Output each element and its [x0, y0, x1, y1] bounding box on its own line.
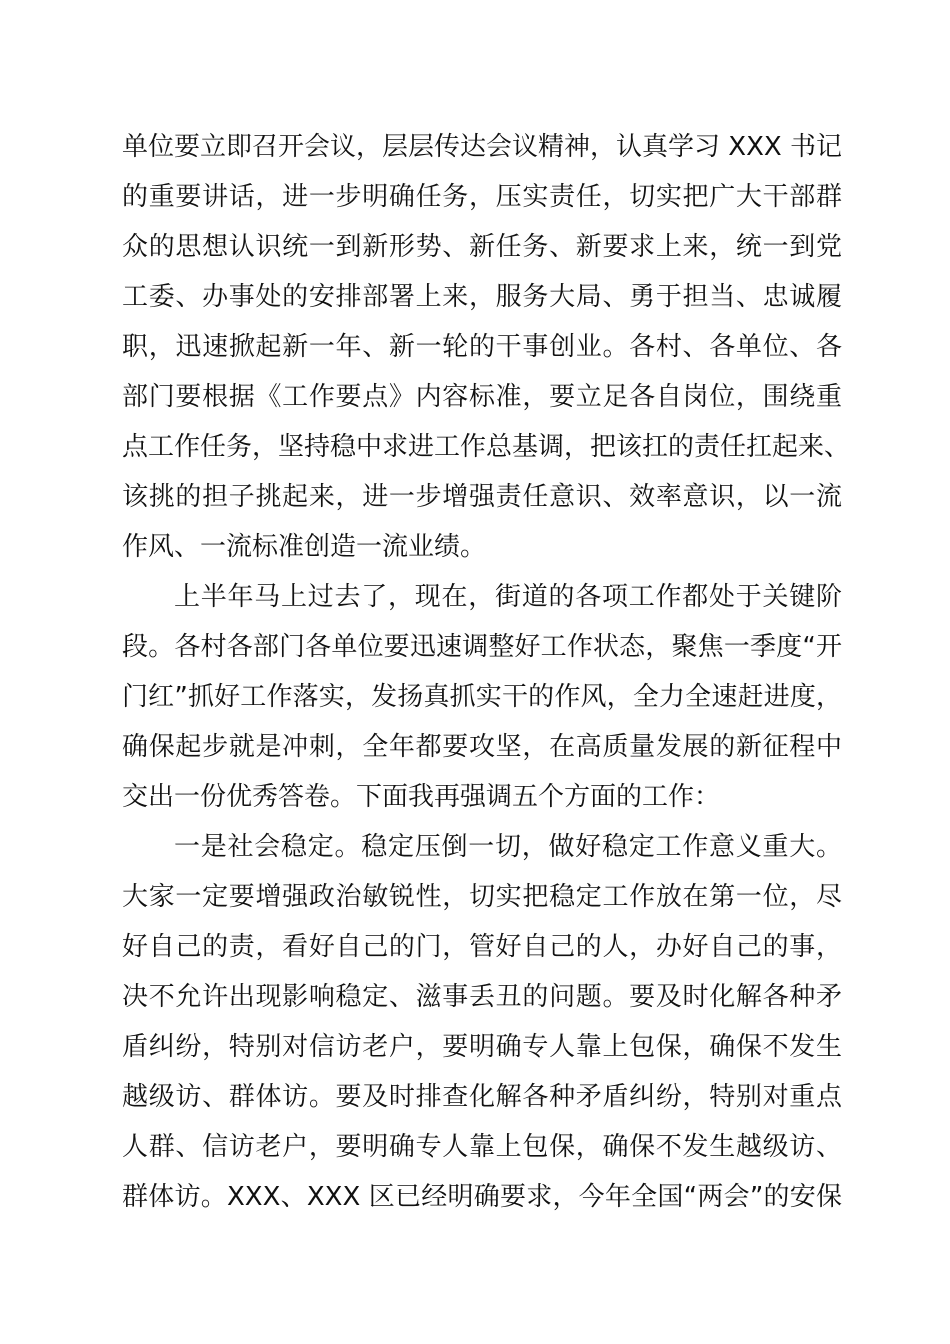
text-line: 大家一定要增强政治敏锐性，切实把稳定工作放在第一位，尽	[122, 882, 842, 912]
paragraph-1	[122, 122, 851, 572]
text-line: 点工作任务，坚持稳中求进工作总基调，把该扛的责任扛起来、	[122, 432, 851, 462]
text-line: 的重要讲话，进一步明确任务，压实责任，切实把广大干部群	[122, 182, 842, 212]
text-line: 众的思想认识统一到新形势、新任务、新要求上来，统一到党	[122, 232, 842, 262]
text-line: 作风、一流标准创造一流业绩。	[122, 532, 487, 562]
paragraph-3	[122, 822, 842, 1222]
text-line: 单位要立即召开会议，层层传达会议精神，认真学习 XXX 书记	[122, 132, 842, 162]
text-line: 群体访。XXX、XXX 区已经明确要求，今年全国“两会”的安保	[122, 1182, 842, 1212]
text-line: 职，迅速掀起新一年、新一轮的干事创业。各村、各单位、各	[122, 332, 842, 362]
text-line: 工委、办事处的安排部署上来，服务大局、勇于担当、忠诚履	[122, 282, 842, 312]
text-line: 决不允许出现影响稳定、滋事丢丑的问题。要及时化解各种矛	[122, 982, 842, 1012]
text-line: 段。各村各部门各单位要迅速调整好工作状态，聚焦一季度“开	[122, 632, 842, 662]
text-line: 越级访、群体访。要及时排查化解各种矛盾纠纷，特别对重点	[122, 1082, 842, 1112]
text-line: 人群、信访老户，要明确专人靠上包保，确保不发生越级访、	[122, 1132, 842, 1162]
text-line: 部门要根据《工作要点》内容标准，要立足各自岗位，围绕重	[122, 382, 842, 412]
text-line: 盾纠纷，特别对信访老户，要明确专人靠上包保，确保不发生	[122, 1032, 842, 1062]
text-line: 确保起步就是冲刺，全年都要攻坚，在高质量发展的新征程中	[122, 732, 842, 762]
text-line: 交出一份优秀答卷。下面我再强调五个方面的工作：	[122, 782, 721, 812]
document-body	[122, 122, 851, 1222]
text-line: 该挑的担子挑起来，进一步增强责任意识、效率意识，以一流	[122, 482, 842, 512]
text-line: 门红”抓好工作落实，发扬真抓实干的作风，全力全速赶进度，	[122, 682, 842, 712]
text-line: 上半年马上过去了，现在，街道的各项工作都处于关键阶	[174, 582, 842, 612]
text-line: 好自己的责，看好自己的门，管好自己的人，办好自己的事，	[122, 932, 842, 962]
paragraph-2	[122, 572, 842, 822]
text-line: 一是社会稳定。稳定压倒一切，做好稳定工作意义重大。	[174, 832, 842, 862]
